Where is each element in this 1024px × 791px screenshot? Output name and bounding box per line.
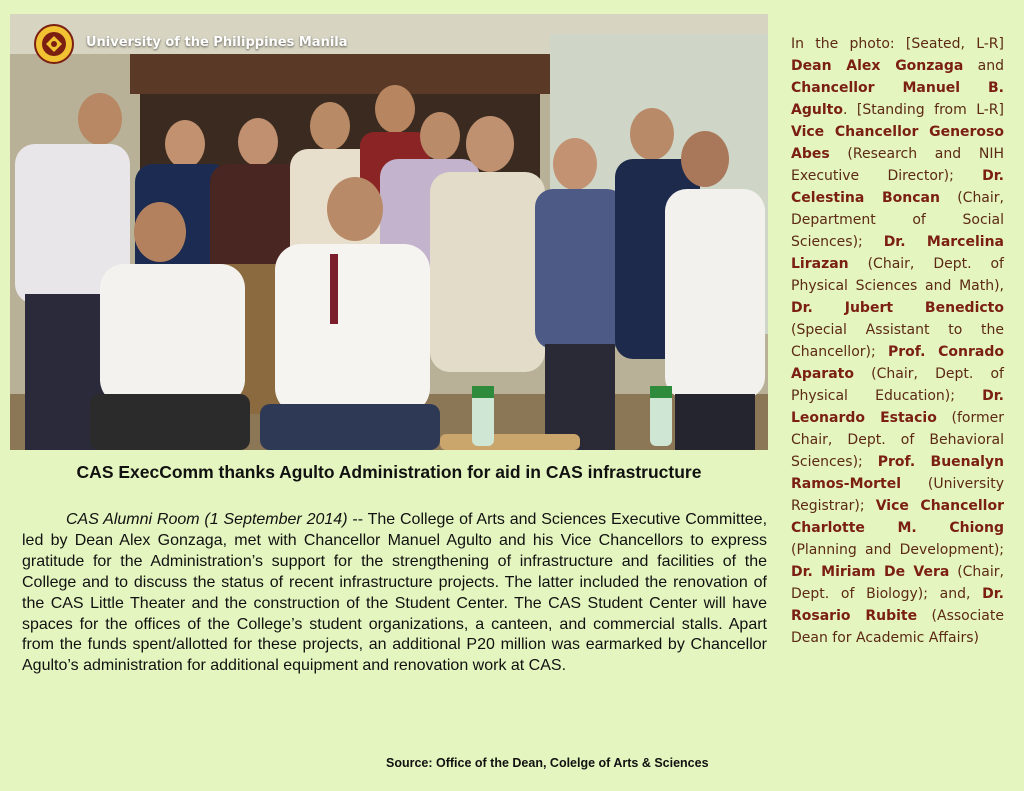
caption-text: . [Standing from L-R] (842, 102, 1004, 118)
caption-name: Dr. Jubert Benedicto (791, 300, 1004, 316)
caption-text: (Chair, Dept. of Physical Sciences and Math), (791, 256, 1004, 294)
caption-name: Prof. Conrado Aparato (791, 344, 1005, 382)
article-text: -- The College of Arts and Sciences Executive Committee, led by Dean Alex Gonzaga, met with Chancellor Manuel Agulto and his Vice Chancellors to express gratitude for the Administration’s support for the strengthening of infrastructure and facilities of the College and to discuss the status of recent infrastructure projects. The latter included the renovation of the CAS Little Theater and the construction of the Student Center. The CAS Student Center will have spaces for the offices of the College’s student organizations, a canteen, and commercial stalls. Apart from the funds spent/allotted for these projects, an additional P20 million was earmarked by Chancellor Agulto’s administration for additional equipment and renovation work at CAS. (22, 511, 768, 675)
caption-text: (Special Assistant to the Chancellor); (791, 322, 1004, 360)
caption-name: Dean Alex Gonzaga (791, 58, 964, 74)
caption-text: (Chair, Dept. of Biology); and, (791, 564, 1004, 602)
photo-watermark: University of the Philippines Manila (86, 35, 348, 50)
caption-name: Vice Chancellor Charlotte M. Chiong (791, 498, 1004, 536)
group-photo (10, 14, 768, 450)
photo-caption-sidebar (791, 33, 1004, 649)
up-seal-icon (34, 24, 74, 64)
caption-text: (Planning and Development); (791, 542, 1004, 558)
caption-text: (Research and NIH Executive Director); (791, 146, 1004, 184)
caption-text: and (963, 58, 1004, 74)
caption-name: Dr. Leonardo Estacio (791, 388, 1004, 426)
caption-name: Chancellor Manuel B. Agulto (791, 80, 1004, 118)
caption-text: (University Registrar); (791, 476, 1004, 514)
caption-name: Dr. Marcelina Lirazan (791, 234, 1004, 272)
photo-scene (10, 14, 768, 450)
caption-text: (Associate Dean for Academic Affairs) (791, 608, 1004, 646)
article-lead: CAS Alumni Room (1 September 2014) (66, 511, 348, 528)
article-body (22, 510, 767, 677)
headline: CAS ExecComm thanks Agulto Administration for aid in CAS infrastructure (76, 462, 702, 482)
caption-name: Dr. Celestina Boncan (791, 168, 1004, 206)
caption-name: Dr. Miriam De Vera (791, 564, 950, 580)
caption-text: (Chair, Dept. of Physical Education); (791, 366, 1004, 404)
caption-name: Vice Chancellor Generoso Abes (791, 124, 1004, 162)
caption-name: Prof. Buenalyn Ramos-Mortel (791, 454, 1004, 492)
caption-text: In the photo: [Seated, L-R] (791, 36, 1004, 52)
source-credit: Source: Office of the Dean, Colelge of Arts & Sciences (386, 756, 709, 770)
caption-text: (former Chair, Dept. of Behavioral Sciences); (791, 410, 1004, 470)
caption-name: Dr. Rosario Rubite (791, 586, 1004, 624)
caption-text: (Chair, Department of Social Sciences); (791, 190, 1004, 250)
